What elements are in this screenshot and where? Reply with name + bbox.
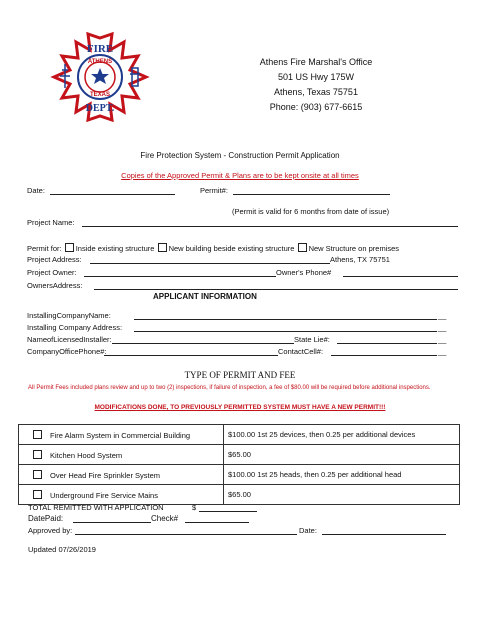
state-lic-field[interactable] [337,343,437,344]
line-tail: __ [438,311,447,320]
owners-address-label: OwnersAddress: [27,281,83,290]
dollar-sign: $ [192,503,197,512]
fee-item-cell [19,425,224,445]
check-label: Check# [151,514,179,523]
date-label: Date: [27,186,45,195]
date-paid-label: DatePaid: [28,514,64,523]
new-structure-label: New Structure on premises [308,244,400,253]
form-title: Fire Protection System - Construction Permit Application [140,151,340,160]
fee-item-cell [19,485,224,505]
installing-company-name-field[interactable] [134,319,437,320]
line-tail: __ [438,347,447,356]
owners-address-field[interactable] [94,289,458,290]
fee-table [18,424,460,505]
permit-number-field[interactable] [233,194,390,195]
project-name-label: Project Name: [27,218,75,227]
fee-item-label: Underground Fire Service Mains [50,490,158,500]
project-city: Athens, TX 75751 [330,255,390,264]
approved-date-field[interactable] [322,534,446,535]
date-field[interactable] [50,194,175,195]
company-office-phone-label: CompanyOfficePhone#: [27,347,107,356]
project-address-label: Project Address: [27,255,82,264]
fee-amount: $65.00 [224,445,460,465]
office-street: 501 US Hwy 175W [277,72,355,82]
project-owner-label: Project Owner: [27,268,77,277]
fee-row [19,485,460,505]
inside-structure-label: Inside existing structure [75,244,155,253]
inside-structure-checkbox[interactable] [65,243,74,252]
underground-mains-checkbox[interactable] [33,490,42,499]
installing-company-address-field[interactable] [134,331,437,332]
line-tail: __ [438,335,447,344]
validity-note: (Permit is valid for 6 months from date of issue) [232,207,390,216]
fee-item-label: Fire Alarm System in Commercial Building [50,430,191,440]
licensed-installer-field[interactable] [112,343,294,344]
total-field[interactable] [199,511,257,512]
new-structure-checkbox[interactable] [298,243,307,252]
office-phone: Phone: (903) 677-6615 [269,102,363,112]
installing-company-name-label: InstallingCompanyName: [27,311,111,320]
logo-ribbon-bottom: TEXAS [89,92,111,98]
state-lic-label: State Lie#: [294,335,330,344]
fee-row [19,445,460,465]
permit-for-row [27,243,399,253]
fire-dept-logo [48,32,152,122]
modifications-notice: MODIFICATIONS DONE, TO PREVIOUSLY PERMITTED SYSTEM MUST HAVE A NEW PERMIT!!! [94,404,386,411]
fee-row [19,465,460,485]
applicant-heading: APPLICANT INFORMATION [153,292,257,301]
fee-item-cell [19,465,224,485]
line-tail: __ [438,323,447,332]
fee-item-label: Kitchen Hood System [50,450,123,460]
logo-bottom-text: DEPT. [85,103,115,114]
owner-phone-label: Owner's Phone# [276,268,332,277]
installing-company-address-label: Installing Company Address: [27,323,123,332]
logo-top-text: FIRE [86,43,114,55]
office-name: Athens Fire Marshal's Office [259,57,373,67]
approved-date-label: Date: [299,526,317,535]
contact-cell-label: ContactCell#: [278,347,324,356]
project-address-field[interactable] [90,263,330,264]
licensed-installer-label: NameofLicensedInstaller: [27,335,112,344]
permit-for-label: Permit for: [27,244,62,253]
project-owner-field[interactable] [84,276,276,277]
date-paid-field[interactable] [73,522,151,523]
fee-amount: $65.00 [224,485,460,505]
fee-note: All Permit Fees included plans review and up to two (2) inspections, if failure of inspection, a fee of $80.00 will be required before additional inspections. [28,385,431,391]
project-name-field[interactable] [82,226,458,227]
fee-row [19,425,460,445]
permit-number-label: Permit#: [200,186,228,195]
fire-alarm-checkbox[interactable] [33,430,42,439]
owner-phone-field[interactable] [343,276,458,277]
approved-by-field[interactable] [75,534,297,535]
kitchen-hood-checkbox[interactable] [33,450,42,459]
beside-structure-label: New building beside existing structure [168,244,295,253]
total-label: TOTAL REMITTED WITH APPLICATION [28,503,164,512]
fee-amount: $100.00 1st 25 devices, then 0.25 per additional devices [224,425,460,445]
approved-by-label: Approved by: [28,526,73,535]
company-office-phone-field[interactable] [104,355,278,356]
fee-heading: TYPE OF PERMIT AND FEE [184,370,296,380]
onsite-notice: Copies of the Approved Permit & Plans are to be kept onsite at all times [121,171,359,180]
updated-date: Updated 07/26/2019 [28,545,96,554]
fee-item-cell [19,445,224,465]
fee-item-label: Over Head Fire Sprinkler System [50,470,161,480]
check-field[interactable] [185,522,249,523]
fee-amount: $100.00 1st 25 heads, then 0.25 per additional head [224,465,460,485]
office-city: Athens, Texas 75751 [274,87,358,97]
contact-cell-field[interactable] [331,355,437,356]
sprinkler-checkbox[interactable] [33,470,42,479]
beside-structure-checkbox[interactable] [158,243,167,252]
logo-ribbon-top: ATHENS [87,59,113,65]
